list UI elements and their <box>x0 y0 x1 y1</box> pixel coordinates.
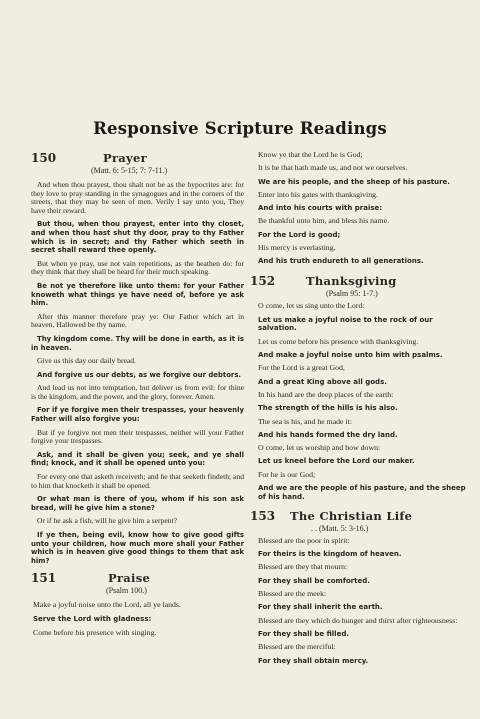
response-line: For they shall be filled. <box>258 629 349 638</box>
reading-line: Enter into his gates with thanksgiving. <box>258 189 378 199</box>
section-title: Praise <box>108 571 151 586</box>
response-line: For they shall inherit the earth. <box>258 603 383 612</box>
reading-line: Blessed are the merciful: <box>258 642 336 652</box>
reading-paragraph: But when ye pray, use not vain repetitions, as the heathen do: for they think that they shall be heard for their much speaking. <box>31 258 244 277</box>
reading-paragraph: Give us this day our daily bread. <box>37 356 136 366</box>
reading-line: It is he that hath made us, and not we ourselves. <box>258 163 408 173</box>
section-header-thanksgiving <box>250 274 470 288</box>
response-line: And his hands formed the dry land. <box>258 430 398 439</box>
response-line: For they shall be comforted. <box>258 576 370 585</box>
section-title: Thanksgiving <box>306 274 397 289</box>
scripture-reference: (Matt. 6: 5-15; 7: 7-11.) <box>91 166 168 175</box>
reading-line: Know ye that the Lord he is God; <box>258 150 363 159</box>
reading-line: For the Lord is a great God, <box>258 363 345 373</box>
reading-line: For he is our God; <box>258 469 316 479</box>
response-line: And into his courts with praise: <box>258 204 383 213</box>
response-line: For the Lord is good; <box>258 230 341 239</box>
section-header-prayer <box>31 151 244 165</box>
reading-line: Let us come before his presence with thanksgiving. <box>258 336 419 346</box>
response-line: The strength of the hills is his also. <box>258 404 398 413</box>
response-line: And a great King above all gods. <box>258 377 387 386</box>
reading-paragraph: After this manner therefore pray ye: Our Father which art in heaven, Hallowed be thy name. <box>31 311 244 330</box>
section-title: The Christian Life <box>290 508 413 523</box>
response-paragraph: And forgive us our debts, as we forgive our debtors. <box>37 370 242 379</box>
reading-line: O come, let us sing unto the Lord: <box>258 301 365 311</box>
right-column <box>250 150 470 670</box>
reading-line: Blessed are they that mourn: <box>258 562 348 572</box>
response-line: For theirs is the kingdom of heaven. <box>258 550 402 559</box>
reading-paragraph: And lead us not into temptation, but deliver us from evil: for thine is the kingdom, and the power, and the glory, forever. Amen. <box>31 383 244 401</box>
reading-line: In his hand are the deep places of the earth: <box>258 389 394 399</box>
reading-line: Make a joyful noise unto the Lord, all ye lands. <box>33 600 181 610</box>
response-paragraph: Be not ye therefore like unto them: for your Father knoweth what things ye have need of, before ye ask him. <box>31 281 244 308</box>
response-line: Let us kneel before the Lord our maker. <box>258 457 415 466</box>
reading-line: Come before his presence with singing. <box>33 628 157 638</box>
page-title: Responsive Scripture Readings <box>93 119 387 138</box>
reading-line: Blessed are they which do hunger and thirst after righteousness: <box>258 615 458 625</box>
response-line: Let us make a joyful noise to the rock of our salvation. <box>258 315 433 333</box>
response-line: For they shall obtain mercy. <box>258 656 369 665</box>
reading-line: Be thankful unto him, and bless his name. <box>258 216 390 226</box>
reading-line: His mercy is everlasting, <box>258 243 336 253</box>
left-column <box>31 151 244 641</box>
reading-paragraph: But if ye forgive not men their trespasses, neither will your Father forgive your trespasses. <box>31 427 244 446</box>
response-paragraph: Thy kingdom come. Thy will be done in earth, as it is in heaven. <box>31 334 244 352</box>
reading-line: O come, let us worship and bow down: <box>258 443 381 453</box>
section-header-christian-life <box>250 509 470 523</box>
reading-line: The sea is his, and he made it: <box>258 416 352 426</box>
reading-line: Blessed are the meek: <box>258 589 327 599</box>
reading-paragraph: Or if he ask a fish, will he give him a serpent? <box>37 516 178 526</box>
response-line: And we are the people of his pasture, and the sheep of his hand. <box>258 484 466 501</box>
response-paragraph: If ye then, being evil, know how to give good gifts unto your children, how much more shall your Father which is in heaven give good things to them that ask him? <box>31 531 244 565</box>
section-number: 151 <box>31 571 57 586</box>
scripture-reference: (Psalm 100.) <box>106 586 147 596</box>
section-number: 153 <box>250 508 276 523</box>
section-header-praise <box>31 571 244 585</box>
response-paragraph: Or what man is there of you, whom if his son ask bread, will he give him a stone? <box>31 495 244 512</box>
reading-paragraph: For every one that asketh receiveth; and he that seeketh findeth; and to him that knocketh it shall be opened. <box>31 472 244 490</box>
response-paragraph: Ask, and it shall be given you; seek, and ye shall find; knock, and it shall be opened unto you: <box>31 450 244 468</box>
response-paragraph: For if ye forgive men their trespasses, your heavenly Father will also forgive you: <box>31 406 244 424</box>
response-line: And his truth endureth to all generations. <box>258 257 424 266</box>
section-number: 150 <box>31 151 57 165</box>
response-line: We are his people, and the sheep of his pasture. <box>258 177 450 186</box>
section-title: Prayer <box>103 151 148 165</box>
reading-paragraph: And when thou prayest, thou shalt not be as the hypocrites are: for they love to pray standing in the synagogues and in the corners of the streets, that they may be seen of men. Verily I say unto you, They have their reward. <box>31 180 244 215</box>
scripture-reference: . . (Matt. 5: 3-16.) <box>311 523 369 533</box>
response-paragraph: But thou, when thou prayest, enter into thy closet, and when thou hast shut thy door, pray to thy Father which is in secret; and thy Father which seeth in secret shall reward thee openly. <box>31 220 244 255</box>
scripture-reference: (Psalm 95: 1-7.) <box>326 289 378 299</box>
response-line: And make a joyful noise unto him with psalms. <box>258 351 443 360</box>
response-line: Serve the Lord with gladness: <box>33 615 152 624</box>
section-number: 152 <box>250 274 276 289</box>
reading-line: Blessed are the poor in spirit: <box>258 535 350 545</box>
